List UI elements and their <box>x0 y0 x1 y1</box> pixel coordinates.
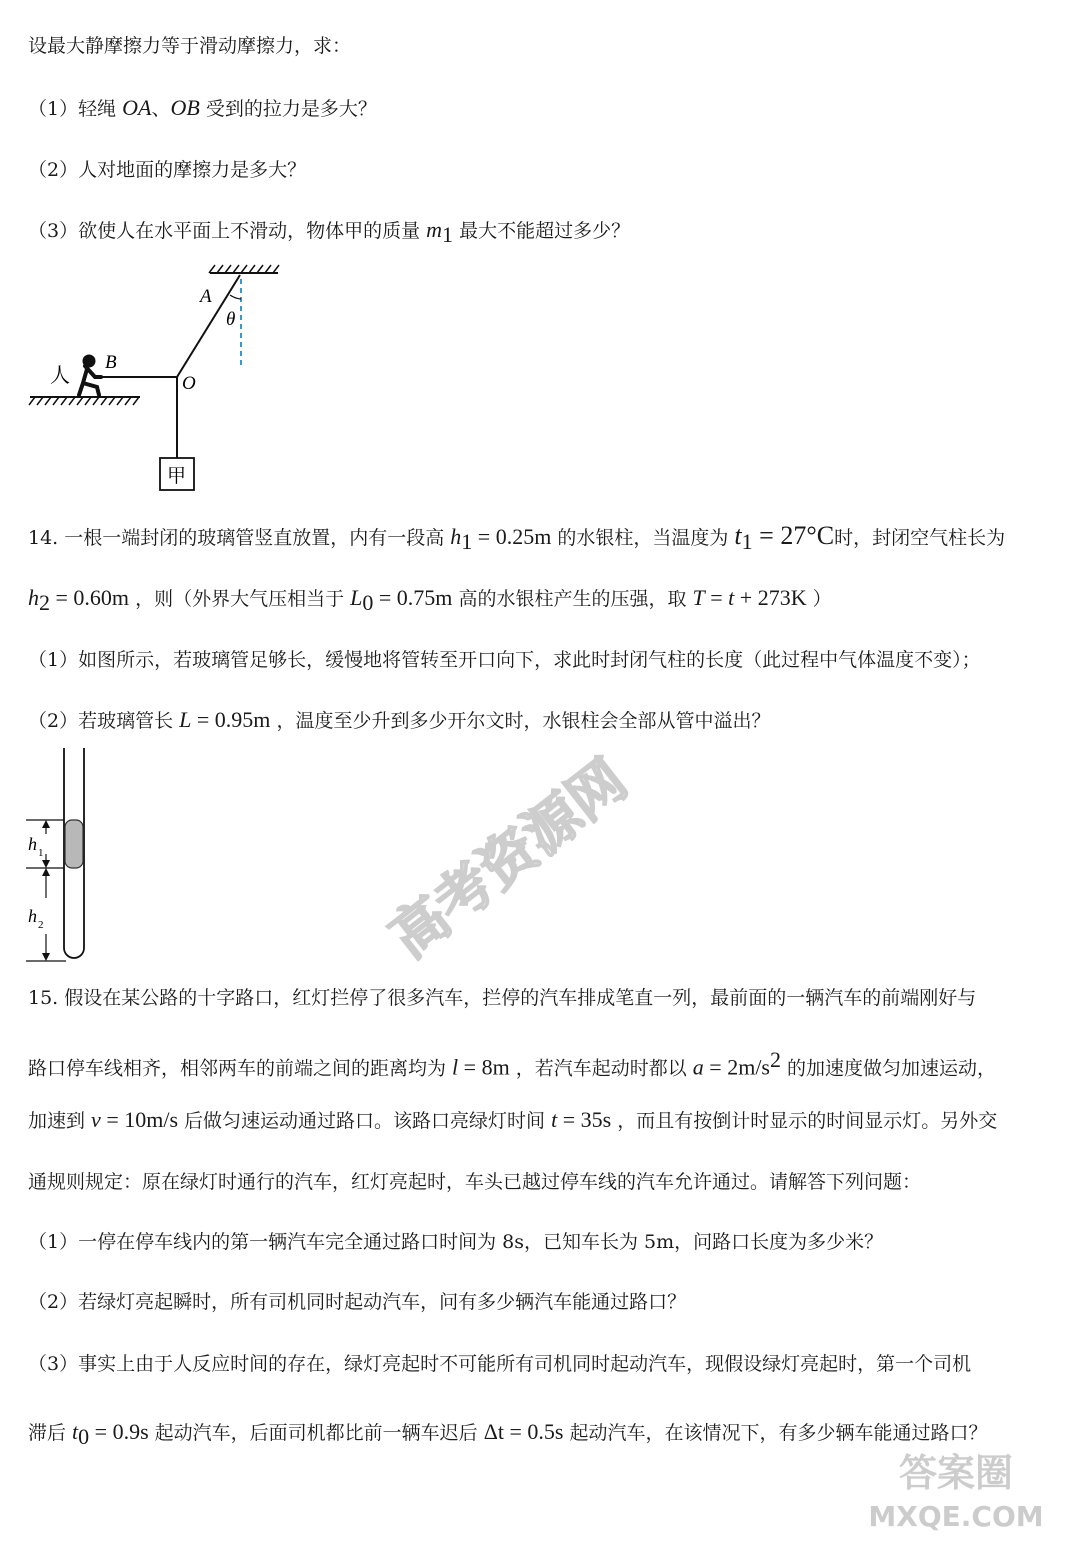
q14-line1 <box>28 522 1005 556</box>
person-icon <box>79 355 101 395</box>
rope-ob-label: OB <box>170 95 200 120</box>
t1-value: = 27°C <box>752 521 835 550</box>
q13-part1 <box>28 94 377 123</box>
figure-label-person: 人 <box>50 363 70 387</box>
q14-line2-text3: ） <box>806 588 832 610</box>
h2-subscript: 2 <box>39 589 50 615</box>
l0-symbol: L <box>350 585 363 610</box>
figure-label-theta: θ <box>226 309 236 330</box>
rope-oa-label: OA <box>122 95 152 120</box>
watermark <box>380 730 710 980</box>
q14-part2-text: （2）若玻璃管长 <box>28 710 180 732</box>
figure-label-box: 甲 <box>167 465 187 487</box>
q15-line2-text2: ，若汽车起动时都以 <box>509 1057 693 1080</box>
q15-line3 <box>28 1106 997 1135</box>
mercury-column <box>65 820 83 868</box>
acceleration-exponent: 2 <box>770 1047 781 1072</box>
acceleration-symbol: a <box>692 1054 704 1080</box>
distance-symbol: l <box>452 1054 459 1080</box>
q13-part2: （2）人对地面的摩擦力是多大？ <box>28 159 307 181</box>
h2-value: = 0.60m <box>50 585 130 610</box>
q14-line2 <box>28 584 832 617</box>
q13-part3-text: （3）欲使人在水平面上不滑动，物体甲的质量 <box>28 220 427 242</box>
h1-value: = 0.25m <box>472 524 552 549</box>
rope-figure <box>25 265 315 495</box>
q14-line1-text3: 时，封闭空气柱长为 <box>834 527 1006 549</box>
figure-label-h2: h <box>28 906 37 926</box>
q15-line2-text: 路口停车线相齐，相邻两车的前端之间的距离均为 <box>28 1057 453 1080</box>
q13-part1-text: （1）轻绳 <box>28 98 123 120</box>
watermark-text: 高考资源网 <box>378 747 640 972</box>
green-time-value: = 35s <box>557 1107 612 1132</box>
q13-intro: 设最大静摩擦力等于滑动摩擦力，求： <box>28 35 352 57</box>
t1-symbol: t <box>734 521 742 550</box>
q15-part3-line2 <box>28 1418 988 1451</box>
l0-value: = 0.75m <box>373 585 453 610</box>
q15-part3-line1: （3）事实上由于人反应时间的存在，绿灯亮起时不可能所有司机同时起动汽车，现假设绿灯亮起时，第一个司机 <box>28 1353 972 1375</box>
velocity-symbol: v <box>91 1107 101 1132</box>
t1-subscript: 1 <box>741 528 753 554</box>
ground-hatch <box>29 397 139 405</box>
theta-arc <box>230 295 241 299</box>
distance-value: = 8m <box>458 1054 510 1080</box>
q15-part1: （1）一停在停车线内的第一辆汽车完全通过路口时间为 8s，已知车长为 5m，问路口长度为多少米？ <box>28 1231 884 1253</box>
q14-line2-text2: 高的水银柱产生的压强，取 <box>452 588 693 610</box>
q15-line4: 通规则规定：原在绿灯时通行的汽车，红灯亮起时，车头已越过停车线的汽车允许通过。请解答下列问题： <box>28 1171 922 1193</box>
temperature-symbol: T <box>692 585 705 610</box>
mass-subscript: 1 <box>442 221 454 247</box>
logo-text-top: 答案圈 <box>898 1451 1014 1495</box>
celsius-symbol: t <box>728 585 735 610</box>
q15-line1: 15. 假设在某公路的十字路口，红灯拦停了很多汽车，拦停的汽车排成笔直一列，最前面的一辆汽车的前端刚好与 <box>28 987 977 1009</box>
glass-tube-figure <box>22 748 102 968</box>
q14-line1-text: 14. 一根一端封闭的玻璃管竖直放置，内有一段高 <box>28 527 451 549</box>
q15-line3-text2: 后做匀速运动通过路口。该路口亮绿灯时间 <box>178 1110 552 1132</box>
acceleration-value: = 2m/s <box>703 1054 770 1080</box>
figure-label-h1-sub: 1 <box>38 847 44 859</box>
q13-part1-separator: 、 <box>151 98 171 120</box>
velocity-value: = 10m/s <box>100 1107 179 1132</box>
q15-part2: （2）若绿灯亮起瞬时，所有司机同时起动汽车，问有多少辆汽车能通过路口？ <box>28 1291 687 1313</box>
tube-length-symbol: L <box>179 707 192 732</box>
q13-part1-text-end: 受到的拉力是多大？ <box>199 98 377 120</box>
ceiling-hatch <box>209 265 279 273</box>
figure-label-h2-sub: 2 <box>38 919 44 931</box>
q15-line3-text: 加速到 <box>28 1110 92 1132</box>
q15-line3-text3: ，而且有按倒计时显示的时间显示灯。另外交 <box>611 1110 998 1132</box>
q15-part3-text2: 起动汽车，后面司机都比前一辆车迟后 <box>148 1422 484 1444</box>
q14-part2 <box>28 706 770 735</box>
q14-part1: （1）如图所示，若玻璃管足够长，缓慢地将管转至开口向下，求此时封闭气柱的长度（此过程中气体温度不变）； <box>28 649 981 671</box>
l0-subscript: 0 <box>362 589 374 615</box>
q14-line1-text2: 的水银柱，当温度为 <box>551 527 735 549</box>
q13-part3-text-end: 最大不能超过多少？ <box>453 220 631 242</box>
q15-line2 <box>28 1046 996 1082</box>
interval-value: = 0.5s <box>504 1419 564 1444</box>
tube-length-value: = 0.95m <box>191 707 271 732</box>
temperature-offset: + 273K <box>734 585 807 610</box>
h1-symbol: h <box>450 524 462 549</box>
delay-value: = 0.9s <box>89 1419 149 1444</box>
q15-line2-text3: 的加速度做匀加速运动， <box>781 1057 997 1080</box>
q15-part3-text: 滞后 <box>28 1422 73 1444</box>
q13-part3 <box>28 216 630 249</box>
logo-text-bottom: MXQE.COM <box>868 1500 1044 1533</box>
answer-site-logo <box>856 1444 1056 1534</box>
q14-part2-text-end: ，温度至少升到多少开尔文时，水银柱会全部从管中溢出？ <box>270 710 771 732</box>
green-time-symbol: t <box>551 1107 558 1132</box>
h1-subscript: 1 <box>461 528 473 554</box>
figure-label-b: B <box>105 352 117 373</box>
temperature-equals: = <box>704 585 729 610</box>
interval-symbol: Δt <box>483 1419 504 1444</box>
q15-part3-text3: 起动汽车，在该情况下，有多少辆车能通过路口？ <box>563 1422 988 1444</box>
delay-symbol: t <box>72 1419 79 1444</box>
h2-symbol: h <box>28 585 39 610</box>
figure-label-o: O <box>182 373 196 394</box>
mass-symbol: m <box>426 217 443 242</box>
q14-line2-text: ，则（外界大气压相当于 <box>129 588 351 610</box>
figure-label-h1: h <box>28 834 37 854</box>
delay-subscript: 0 <box>78 1423 90 1449</box>
figure-label-a: A <box>200 286 212 307</box>
